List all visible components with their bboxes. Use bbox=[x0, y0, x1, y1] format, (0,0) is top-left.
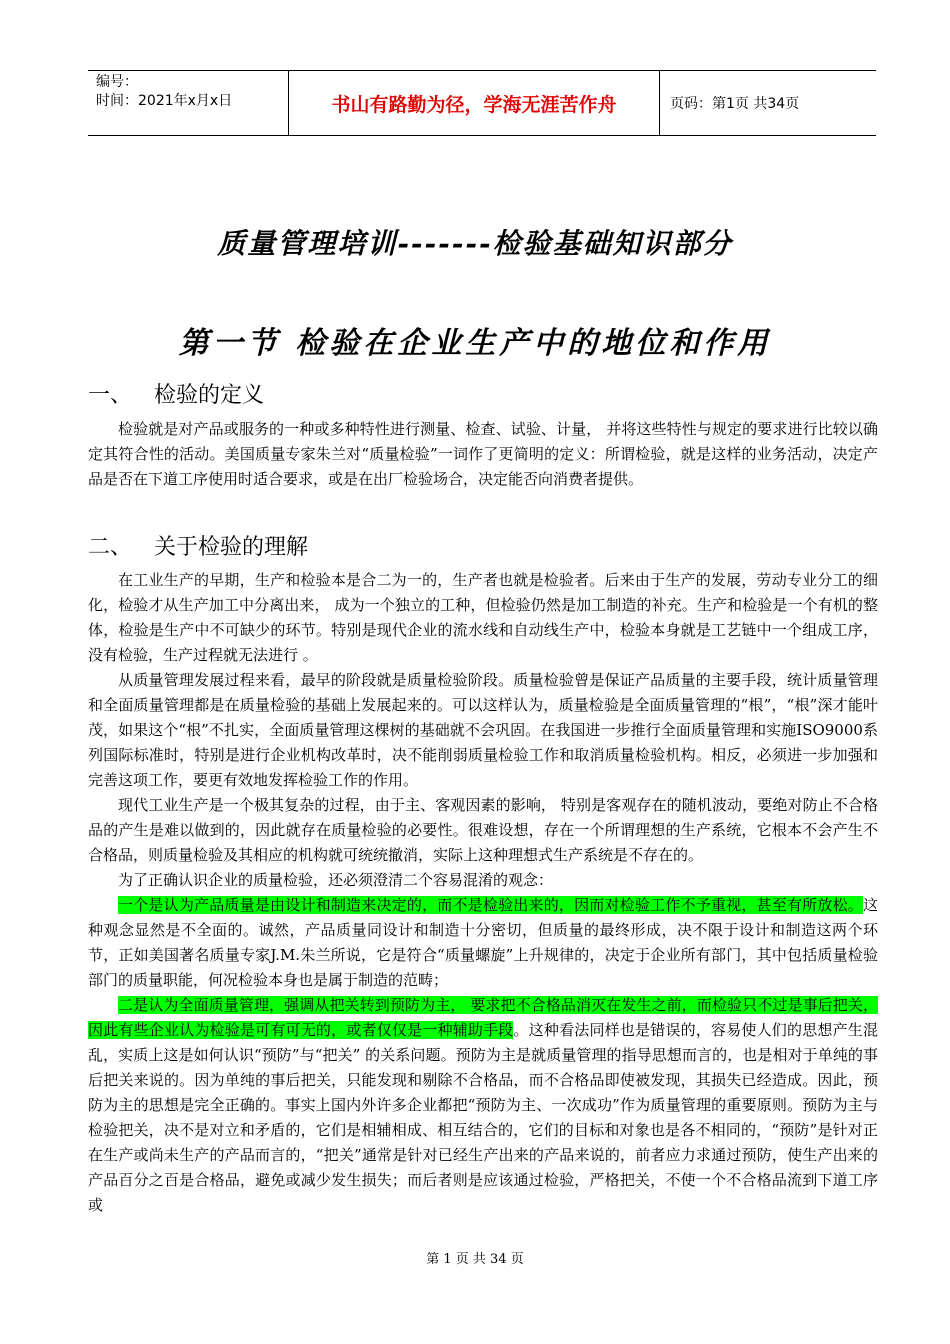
understanding-text bbox=[88, 568, 878, 1218]
heading-understanding bbox=[88, 530, 308, 561]
heading-text: 关于检验的理解 bbox=[154, 535, 309, 560]
page-header bbox=[88, 70, 876, 136]
section-title: 第一节 检验在企业生产中的地位和作用 bbox=[178, 326, 772, 361]
paragraph: 为了正确认识企业的质量检验，还必须澄清二个容易混淆的观念： bbox=[118, 871, 554, 889]
document-title: 质量管理培训-------检验基础知识部分 bbox=[217, 227, 733, 260]
paragraph: 检验就是对产品或服务的一种或多种特性进行测量、检查、试验、计量， 并将这些特性与规定的要求进行比较以确定其符合性的活动。美国质量专家朱兰对“质量检验”一词作了更简明的定义：所谓检验，就是这样的业务活动，决定产品是否在下道工序使用时适合要求，或是在出厂检验场合，决定能否向消费者提供。 bbox=[88, 420, 878, 488]
paragraph-text: 这种观念显然是不全面的。诚然，产品质量同设计和制造十分密切，但质量的最终形成，决不限于设计和制造这两个环节，正如美国著名质量专家J.M.朱兰所说，它是符合“质量螺旋”上升规律的，决定于企业所有部门，其中包括质量检验部门的质量职能，何况检验本身也是属于制造的范畴； bbox=[88, 896, 878, 989]
header-motto: 书山有路勤为径，学海无涯苦作舟 bbox=[288, 71, 660, 135]
definition-text bbox=[88, 417, 878, 492]
paragraph: 从质量管理发展过程来看，最早的阶段就是质量检验阶段。质量检验曾是保证产品质量的主要手段，统计质量管理和全面质量管理都是在质量检验的基础上发展起来的。可以这样认为，质量检验是全面质量管理的“根”，“根”深才能叶茂，如果这个“根”不扎实，全面质量管理这棵树的基础就不会巩固。在我国进一步推行全面质量管理和实施ISO9000系列国际标准时，特别是进行企业机构改革时，决不能削弱质量检验工作和取消质量检验机构。相反，必须进一步加强和完善这项工作，要更有效地发挥检验工作的作用。 bbox=[88, 671, 878, 789]
paragraph-highlighted bbox=[88, 893, 878, 993]
paragraph: 现代工业生产是一个极其复杂的过程，由于主、客观因素的影响， 特别是客观存在的随机波动，要绝对防止不合格品的产生是难以做到的，因此就存在质量检验的必要性。很难设想，存在一个所谓理想的生产系统，它根本不会产生不合格品，则质量检验及其相应的机构就可统统撤消，实际上这种理想式生产系统是不存在的。 bbox=[88, 796, 878, 864]
header-info bbox=[88, 71, 288, 135]
header-number: 编号： bbox=[96, 74, 138, 90]
paragraph: 在工业生产的早期，生产和检验本是合二为一的，生产者也就是检验者。后来由于生产的发展，劳动专业分工的细化，检验才从生产加工中分离出来， 成为一个独立的工种，但检验仍然是加工制造的补充。生产和检验是一个有机的整体，检验是生产中不可缺少的环节。特别是现代企业的流水线和自动线生产中，检验本身就是工艺链中一个组成工序，没有检验，生产过程就无法进行 。 bbox=[88, 571, 878, 664]
header-time: 时间：2021年x月x日 bbox=[96, 93, 233, 109]
heading-number: 二、 bbox=[88, 535, 133, 560]
heading-text: 检验的定义 bbox=[154, 383, 265, 408]
heading-number: 一、 bbox=[88, 383, 133, 408]
page-footer: 第 1 页 共 34 页 bbox=[426, 1252, 524, 1267]
header-page-number: 页码：第1页 共34页 bbox=[670, 96, 800, 112]
heading-definition bbox=[88, 378, 264, 409]
paragraph-text: 。这种看法同样也是错误的，容易使人们的思想产生混乱，实质上这是如何认识“预防”与“把关” 的关系问题。预防为主是就质量管理的指导思想而言的，也是相对于单纯的事后把关来说的。因为单纯的事后把关，只能发现和剔除不合格品，而不合格品即使被发现，其损失已经造成。因此，预防为主的思想是完全正确的。事实上国内外许多企业都把“预防为主、一次成功”作为质量管理的重要原则。预防为主与检验把关，决不是对立和矛盾的，它们是相辅相成、相互结合的，它们的目标和对象也是各不相同的，“预防”是针对正在生产或尚未生产的产品而言的，“把关”通常是针对已经生产出来的产品来说的，前者应力求通过预防，使生产出来的产品百分之百是合格品，避免或减少发生损失；而后者则是应该通过检验，严格把关，不使一个不合格品流到下道工序或 bbox=[88, 1021, 878, 1214]
highlighted-text: 二是认为全面质量管理，强调从把关转到预防为主， 要求把不合格品消灭在发生之前，而检验只不过是事后把关，因此有些企业认为检验是可有可无的，或者仅仅是一种辅助手段 bbox=[88, 996, 878, 1039]
highlighted-text: 一个是认为产品质量是由设计和制造来决定的，而不是检验出来的，因而对检验工作不予重视，甚至有所放松。 bbox=[118, 896, 863, 914]
paragraph-highlighted bbox=[88, 993, 878, 1218]
